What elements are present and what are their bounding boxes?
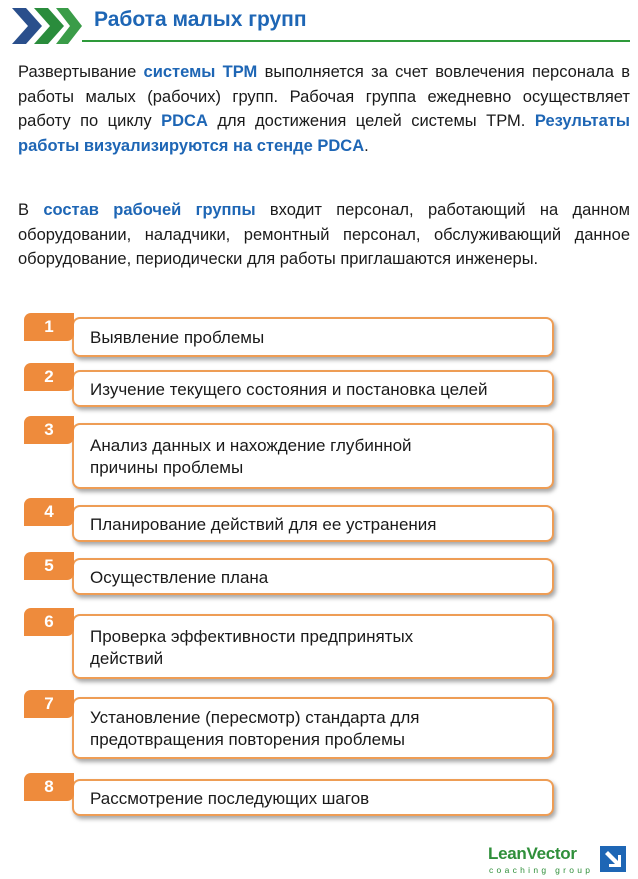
intro-p1-highlight: PDCA [161,112,208,130]
step-text: Осуществление плана [90,567,269,587]
step-number-badge: 3 [24,416,74,444]
step-text: Изучение текущего состояния и постановка целей [90,379,488,399]
step-text: Установление (пересмотр) стандарта для предотвращения повторения проблемы [90,708,420,749]
intro-p2-text: входит персонал, работающий на данном оборудовании, наладчики, ремонтный персонал, обслуживающий данное оборудование, периодически для работы приглашаются инженеры. [18,201,630,268]
intro-p1-highlight: системы ТРМ [143,63,258,81]
step-card [72,370,554,407]
leanvector-logo [488,844,628,878]
step-card [72,779,554,816]
page-title: Работа малых групп [94,8,307,31]
step-card [72,558,554,595]
step-number-badge: 2 [24,363,74,391]
step-text: Рассмотрение последующих шагов [90,788,370,808]
header-chevron-icon [12,8,82,44]
step-text: Проверка эффективности предпринятых действий [90,626,414,668]
intro-p2-text: В [18,201,44,219]
intro-p1-highlight: Результаты работы визуализируются на стенде PDCA [18,112,630,155]
intro-p2-highlight: состав рабочей группы [43,201,256,219]
step-text: Анализ данных и нахождение глубинной причины проблемы [90,436,412,477]
logo-arrow-icon [600,846,626,872]
step-card [72,614,554,679]
logo-tagline: coaching group [489,865,594,875]
intro-paragraph-1 [18,60,630,158]
intro-paragraph-2 [18,198,630,272]
step-card [72,317,554,357]
step-number-badge: 6 [24,608,74,636]
step-number-badge: 1 [24,313,74,341]
intro-p1-text: выполняется за счет вовлечения персонала в работы малых (рабочих) групп. Рабочая группа ежедневно осуществляет работу по циклу [18,63,630,130]
step-number-badge: 4 [24,498,74,526]
step-number-badge: 7 [24,690,74,718]
intro-p1-text: для достижения целей системы ТРМ. [207,112,535,130]
step-card [72,423,554,489]
step-card [72,697,554,759]
step-card [72,505,554,542]
intro-p1-text: . [364,136,369,155]
step-number-badge: 8 [24,773,74,801]
step-number-badge: 5 [24,552,74,580]
title-divider [82,40,630,42]
step-text: Выявление проблемы [90,328,265,347]
intro-p1-text: Развертывание [18,63,144,81]
logo-name: LeanVector [488,844,577,863]
step-text: Планирование действий для ее устранения [90,514,437,534]
